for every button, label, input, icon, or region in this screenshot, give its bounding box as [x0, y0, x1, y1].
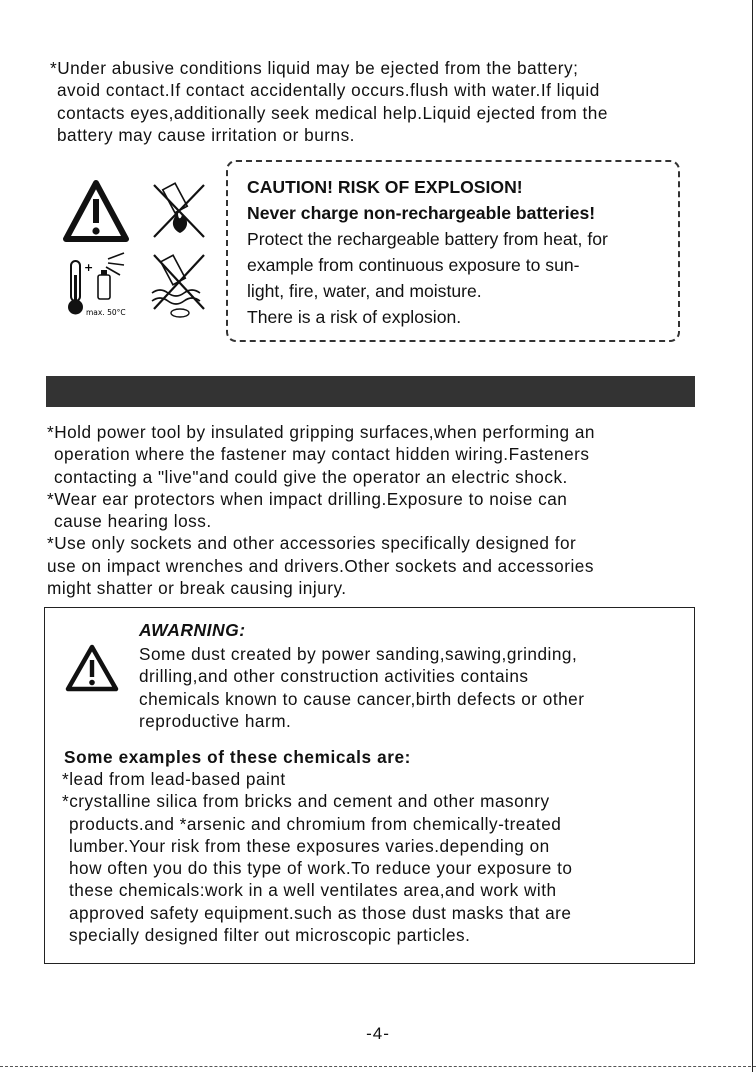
examples-title: Some examples of these chemicals are:	[64, 747, 412, 767]
text-line: *Use only sockets and other accessories specifically designed for	[47, 533, 577, 554]
text-line: *lead from lead-based paint	[62, 769, 286, 789]
section-header-bar	[46, 376, 695, 407]
text-line: drilling,and other construction activities contains	[139, 666, 529, 687]
text-line: these chemicals:work in a well ventilates area,and work with	[69, 880, 557, 901]
text-line: might shatter or break causing injury.	[47, 578, 347, 599]
text-line: specially designed filter out microscopic particles.	[69, 925, 471, 946]
text-line: reproductive harm.	[139, 710, 292, 731]
text-line: cause hearing loss.	[54, 511, 212, 532]
battery-liquid-warning	[50, 57, 608, 146]
text-line: battery may cause irritation or burns.	[57, 124, 355, 145]
page-edge-rule	[752, 0, 753, 1072]
text-line: *crystalline silica from bricks and cement and other masonry	[62, 791, 550, 812]
caution-line: example from continuous exposure to sun-	[247, 255, 580, 275]
page-bottom-rule	[0, 1066, 756, 1067]
text-line: Some dust created by power sanding,sawing,grinding,	[139, 644, 578, 664]
thermometer-icon	[68, 253, 126, 317]
text-line: operation where the fastener may contact hidden wiring.Fasteners	[54, 444, 590, 465]
text-line: contacts eyes,additionally seek medical help.Liquid ejected from the	[57, 102, 608, 123]
text-line: *Under abusive conditions liquid may be ejected from the battery;	[50, 58, 579, 78]
text-line: avoid contact.If contact accidentally occurs.flush with water.If liquid	[57, 80, 600, 101]
text-line: products.and *arsenic and chromium from chemically-treated	[69, 813, 562, 834]
warning-body	[139, 643, 584, 732]
text-line: how often you do this type of work.To reduce your exposure to	[69, 858, 573, 879]
caution-text	[247, 174, 608, 330]
text-line: *Hold power tool by insulated gripping surfaces,when performing an	[47, 422, 595, 442]
temperature-label: max. 50°C	[86, 308, 126, 317]
text-line: lumber.Your risk from these exposures varies.depending on	[69, 835, 550, 856]
caution-line: There is a risk of explosion.	[247, 307, 462, 327]
caution-heading: CAUTION! RISK OF EXPLOSION!	[247, 177, 523, 197]
caution-line: light, fire, water, and moisture.	[247, 281, 482, 301]
caution-line: Protect the rechargeable battery from heat, for	[247, 229, 608, 249]
power-tool-safety-text	[47, 421, 595, 599]
text-line: use on impact wrenches and drivers.Other sockets and accessories	[47, 555, 594, 576]
warning-title: AWARNING:	[139, 620, 246, 640]
text-line: approved safety equipment.such as those dust masks that are	[69, 902, 572, 923]
examples-list	[62, 768, 572, 946]
no-fire-icon	[154, 183, 204, 237]
text-line: chemicals known to cause cancer,birth defects or other	[139, 688, 585, 709]
text-line: *Wear ear protectors when impact drilling.Exposure to noise can	[47, 488, 568, 509]
battery-safety-pictograms	[62, 175, 222, 325]
warning-triangle-icon	[66, 183, 126, 239]
svg-text:+: +	[84, 261, 94, 274]
page-number: -4-	[366, 1024, 390, 1043]
caution-subheading: Never charge non-rechargeable batteries!	[247, 203, 596, 223]
no-water-icon	[152, 255, 204, 317]
text-line: contacting a "live"and could give the operator an electric shock.	[54, 466, 568, 487]
warning-triangle-icon	[64, 642, 120, 694]
